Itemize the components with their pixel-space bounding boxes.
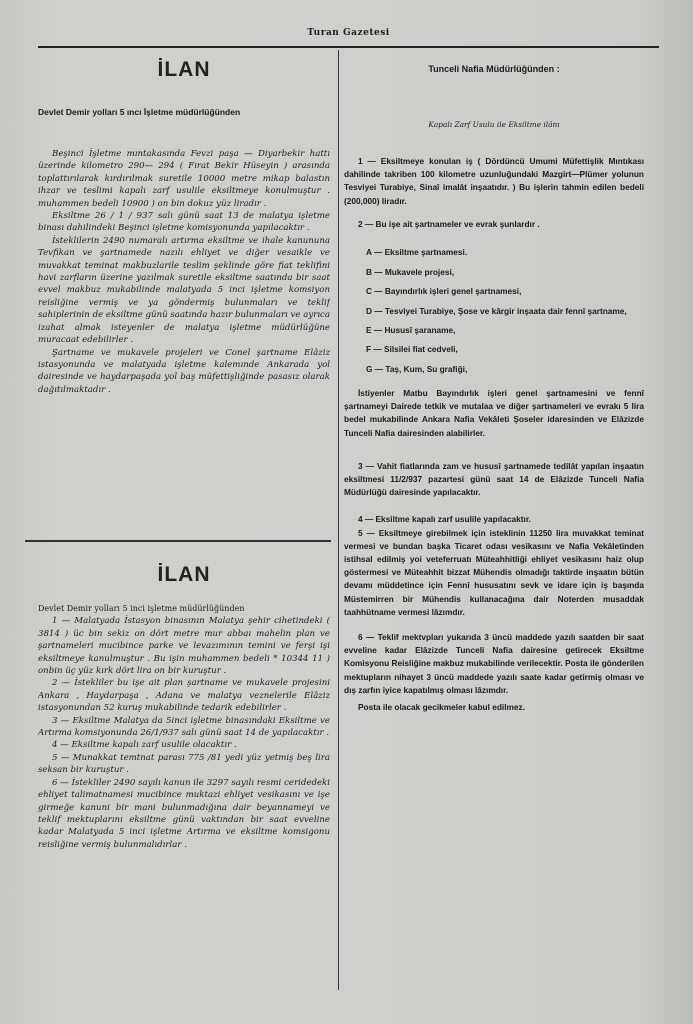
ad-paragraph: Şartname ve mukavele projeleri ve Conel şartname Elâziz istasyonunda ve malatyada işletme kalemınde Ankarada yol dairesinde ve haydarpaşada yol baş müfettişliğinde pasasız olarak dağıtılmaktadır . xyxy=(38,347,330,395)
column-divider xyxy=(338,50,339,990)
ad-paragraph: 2 — Bu işe ait şartnameler ve evrak şunlardır . xyxy=(358,218,540,229)
ad-department: Devlet Demir yolları 5 inci işletme müdürlüğünden xyxy=(38,604,245,613)
ad-paragraph: 4 — Eksiltme kapalı zarf usulile olacaktır . xyxy=(52,740,237,751)
left-ad-1 xyxy=(38,58,330,523)
ad-paragraph: 6 — Teklif mektvpları yukarıda 3 üncü maddede yazılı saatden bir saat evveline kadar Elâzizde Tunceli Nafia dairesine getirecek Eksiltme Komisyonu Reisliğine makbuz mukabilinde verilecektir. Posta ile gönderilen mektupların nihayet 3 üncü maddede yazılı saate kadar getirmiş olması ve dış zarfın iyice kapatılmış olması lâzımdır. xyxy=(344,632,644,695)
ad-department: Devlet Demir yolları 5 ıncı İşletme müdürlüğünden xyxy=(38,107,241,117)
ad-paragraph: İsteklilerin 2490 numaralı artırma eksiltme ve ihale kanununa Tevfikan ve şartnamede nazılı ehliyet ve diğer vesaikle ve muvakkat teminat makbuzlarile teslim şeklinde göre fiat teklifini havi zarfların üzerine yazılmak suretile eksiltme saatında bir saat evvel makbuz mukabilinde malatyada 5 inci işletme komsiyon reisliğine vermiş ve ya göndermiş bulunmaları ve teklif sahiplerinin de eksiltme günü saatında hazır bulunmaları ve ayrıca izahat almak isteyenler de malatya işletme müdürlüğüne muracaat edebilirler . xyxy=(38,235,330,346)
list-item: G — Taş, Kum, Su grafiği, xyxy=(366,363,468,374)
page-header xyxy=(38,22,659,48)
ad-title: Tunceli Nafia Müdürlüğünden : xyxy=(428,64,560,74)
list-item: A — Eksiltme şartnamesi. xyxy=(366,247,468,258)
newspaper-title: Turan Gazetesi xyxy=(307,28,390,38)
ad-paragraph: 6 — İstekliler 2490 sayılı kanun ile 3297 sayılı resmi ceridedeki ehliyet talimatnamesi mucibince muktazi ehliyet vesikasını ve işe girmeğe kanuni bir mani bulunmadığına dair beyannameyi ve teklif mektuplarını eksiltme günü vaktından bir saat evveline kadar Malatyada 5 inci işletme Artırma ve eksiltme komsigonu reisliğine vermiş bulunmalıdırlar . xyxy=(38,777,330,850)
left-ad-2 xyxy=(38,563,330,988)
list-item: D — Tesviyei Turabiye, Şose ve kârgir inşaata dair fennî şartname, xyxy=(366,305,627,316)
list-item: E — Hususî şaraname, xyxy=(366,324,456,335)
section-divider xyxy=(25,540,331,542)
list-item: F — Silsilei fiat cedveli, xyxy=(366,344,458,355)
ad-paragraph: 3 — Eksiltme Malatya da 5inci işletme binasındaki Eksiltme ve Artırma komsiyonunda 26/1/937 salı günü saat 14 de yapılacaktır . xyxy=(38,715,330,739)
ad-paragraph: İstiyenler Matbu Bayındırlık işleri genel şartnamesini ve fennî şartnameyi Dairede tetkik ve mutalaa ve diğer şartnameleri ve evrakı 5 lira bedel mukabilinde Ankara Nafia Vekâleti Şoseler idaresinden ve Elâzizde Tunceli Nafia dairesinden alabilirler. xyxy=(344,388,644,438)
ad-closing: Posta ile olacak gecikmeler kabul edilmez. xyxy=(358,702,525,713)
ad-paragraph: Eksiltme 26 / 1 / 937 salı günü saat 13 de malatya işletme binası dahilindeki Beşinci işletme komisyonunda yapılacaktır . xyxy=(38,211,330,234)
ad-paragraph: 5 — Munakkat temtnat parası 775 /81 yedi yüz yetmiş beş lira seksan bir kuruştur . xyxy=(38,752,330,776)
ad-paragraph: 5 — Eksiltmeye girebilmek için isteklinin 11250 lira muvakkat teminat vermesi ve bundan başka Ticaret odası vesikasını ve Nafia Vekâletinden istihsal edilmiş yoi veteferruatı Müteahhitliği ehliyet vesikasını haiz olup göstermesi ve Müteahhit bizzat Mühendis olmadığı taktirde inşaatın bütün devamı müddetince için Fennî hususatını sevk ve idare için iş başında Müstemirren bir Mühendis kullanacağına dair Noterden musaddak taahhütname vermesi lâzımdır. xyxy=(344,527,644,617)
ad-heading: İLAN xyxy=(157,563,211,586)
ad-paragraph: 2 — İstekliler bu işe ait plan şartname ve mukavele projesini Ankara , Haydarpaşa , Adana ve malatya veznelerile Elâziz istasyonundan 52 kuruş mukabilinde tedarik edebilirler . xyxy=(38,678,330,714)
ad-heading: İLAN xyxy=(157,58,211,81)
list-item: C — Bayındırlık işleri genel şartnamesi, xyxy=(366,286,522,297)
ad-paragraph: 1 — Malatyada İstasyon binasının Malatya şehir cihetindeki ( 3814 ) üc bin sekiz on dört metre mur abbaı mahelin plan ve şartnameleri mucibince parke ve levazımının temini ve ferşi işi eksiltmeye kanulmuştur . Bu işin muhammen bedeli * 10344 11 ) onbin üç yüz kırk dört lira on bir kuruştur . xyxy=(38,616,330,677)
list-item: B — Mukavele projesi, xyxy=(366,266,455,277)
ad-paragraph: 1 — Eksiltmeye konulan iş ( Dördüncü Umumi Müfettişlik Mıntıkası dahilinde takriben 100 kilometre uzunluğundaki Mazgirt—Plümer yolunun Tesviyei Turabiye, Sinaî imalât inşaatıdır. ) Bu işlerin tahmin edilen bedeli (200,000) liradır. xyxy=(344,156,644,206)
right-ad xyxy=(344,64,644,994)
ad-paragraph: Beşinci İşletme mıntakasında Fevzi paşa — Diyarbekir hattı üzerinde kilometro 290— 294 ( Fırat Bekir Hüseyin ) arasında toplattırılarak kırdırılmak suretile 10000 metre mikap balastın ihzar ve teslimi kapalı zarf usulile eksiltmeye konulmuştur . muhammen bedeli 10900 ) on bin dokuz yüz liradır . xyxy=(38,149,330,209)
ad-paragraph: 4 — Eksiltme kapalı zarf usulile yapılacaktır. xyxy=(358,514,531,525)
ad-subtitle: Kapalı Zarf Usulu ile Eksiltme ilânı xyxy=(428,120,560,129)
ad-paragraph: 3 — Vahit fiatlarında zam ve hususî şartnamede tedilât yapılan inşaatın eksiltmesi 11/2/937 pazartesi günü saat 14 de Elâzizde Tunceli Nafia Müdürlüğü dairesinde yapılacaktır. xyxy=(344,460,644,498)
